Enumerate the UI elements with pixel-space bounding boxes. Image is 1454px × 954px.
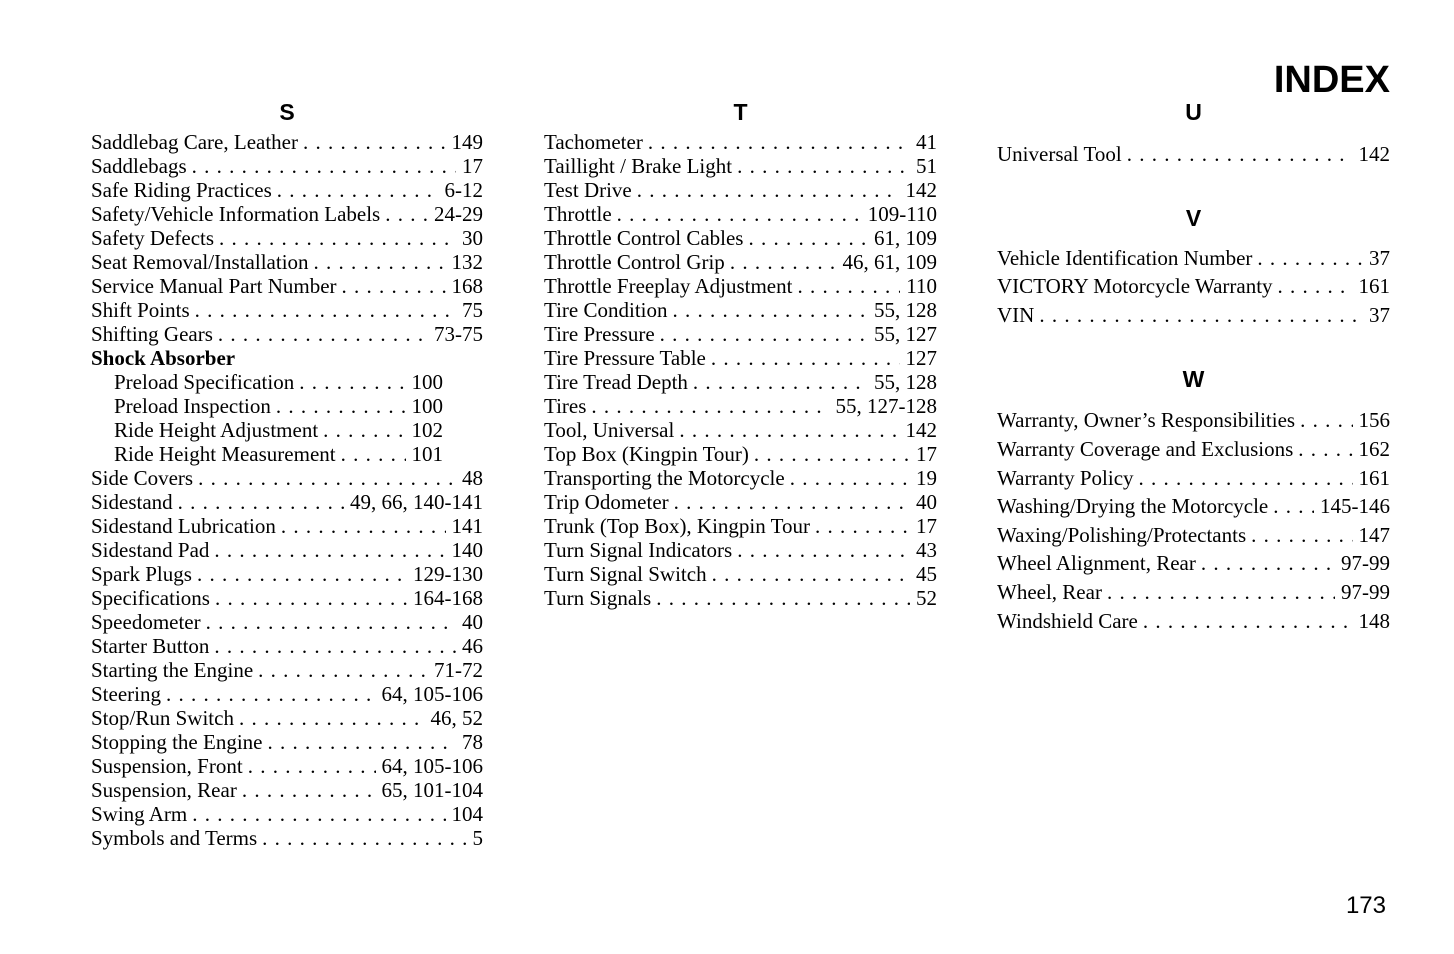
dot-leader — [1251, 521, 1352, 550]
dot-leader — [192, 802, 445, 826]
index-entry — [544, 418, 937, 442]
entry-term: Wheel Alignment, Rear — [997, 551, 1196, 576]
index-entry — [91, 250, 483, 274]
dot-leader — [1143, 607, 1353, 636]
entry-pages: 149 — [451, 130, 483, 154]
index-entry — [91, 754, 483, 778]
entry-term: Shock Absorber — [91, 346, 236, 370]
dot-leader — [277, 178, 439, 202]
dot-leader — [754, 442, 910, 466]
entry-term: Top Box (Kingpin Tour) — [544, 442, 749, 466]
entry-term: VICTORY Motorcycle Warranty — [997, 274, 1273, 299]
dot-leader — [281, 514, 446, 538]
entry-term: Shifting Gears — [91, 322, 213, 346]
dot-leader — [730, 250, 837, 274]
entry-term: Side Covers — [91, 466, 194, 490]
dot-leader — [617, 202, 862, 226]
index-subentry — [91, 370, 443, 394]
entry-pages: 5 — [472, 826, 483, 850]
index-subentry — [91, 442, 443, 466]
index-column-uvw — [997, 98, 1390, 635]
dot-leader — [1298, 435, 1352, 464]
dot-leader — [1127, 140, 1353, 169]
entry-term: Throttle Control Grip — [544, 250, 725, 274]
dot-leader — [790, 466, 910, 490]
dot-leader — [693, 370, 868, 394]
index-entry — [544, 346, 937, 370]
dot-leader — [737, 154, 910, 178]
section-letter-v: V — [1185, 204, 1202, 231]
index-entry — [91, 466, 483, 490]
index-subheading — [91, 346, 483, 370]
dot-leader — [1257, 244, 1363, 273]
entry-term: Suspension, Front — [91, 754, 243, 778]
entry-term: Shift Points — [91, 298, 190, 322]
index-entry — [91, 730, 483, 754]
index-entry — [91, 274, 483, 298]
index-entry — [544, 298, 937, 322]
dot-leader — [195, 298, 456, 322]
dot-leader — [219, 226, 456, 250]
dot-leader — [323, 418, 405, 442]
index-entry — [544, 490, 937, 514]
index-entry — [91, 538, 483, 562]
entry-term: Tool, Universal — [544, 418, 675, 442]
entry-term: Service Manual Part Number — [91, 274, 337, 298]
entry-list-u — [997, 140, 1390, 169]
entry-pages: 55, 127-128 — [835, 394, 937, 418]
dot-leader — [656, 586, 910, 610]
dot-leader — [262, 826, 466, 850]
dot-leader — [712, 562, 910, 586]
entry-pages: 46, 52 — [430, 706, 483, 730]
index-entry — [544, 274, 937, 298]
entry-pages: 6-12 — [444, 178, 483, 202]
entry-term: Turn Signals — [544, 586, 652, 610]
index-entry — [91, 154, 483, 178]
index-subentry — [91, 418, 443, 442]
dot-leader — [239, 706, 425, 730]
entry-term: Tire Pressure — [544, 322, 655, 346]
entry-pages: 17 — [916, 514, 937, 538]
index-entry — [91, 610, 483, 634]
index-entry — [91, 562, 483, 586]
entry-term: Safe Riding Practices — [91, 178, 272, 202]
index-entry — [91, 634, 483, 658]
entry-term: Test Drive — [544, 178, 632, 202]
index-entry — [91, 490, 483, 514]
dot-leader — [258, 658, 428, 682]
index-entry — [91, 202, 483, 226]
entry-term: Specifications — [91, 586, 210, 610]
dot-leader — [648, 130, 910, 154]
entry-pages: 30 — [462, 226, 483, 250]
entry-term: Tires — [544, 394, 587, 418]
entry-pages: 100 — [411, 394, 443, 418]
index-entry — [544, 250, 937, 274]
dot-leader — [1300, 406, 1352, 435]
entry-term: Preload Inspection — [114, 394, 271, 418]
section-letter-s: S — [279, 99, 295, 125]
entry-term: Ride Height Measurement — [114, 442, 336, 466]
index-entry — [997, 578, 1390, 607]
entry-pages: 156 — [1358, 408, 1390, 433]
dot-leader — [679, 418, 899, 442]
entry-term: Starting the Engine — [91, 658, 254, 682]
dot-leader — [218, 322, 428, 346]
dot-leader — [215, 586, 407, 610]
entry-term: Sidestand — [91, 490, 173, 514]
dot-leader — [214, 538, 445, 562]
index-entry — [544, 586, 937, 610]
dot-leader — [637, 178, 900, 202]
index-entry — [91, 298, 483, 322]
dot-leader — [1201, 549, 1335, 578]
entry-term: Stop/Run Switch — [91, 706, 234, 730]
entry-pages: 110 — [906, 274, 937, 298]
index-entry — [91, 706, 483, 730]
entry-pages: 101 — [411, 442, 443, 466]
entry-term: Speedometer — [91, 610, 201, 634]
entry-pages: 142 — [905, 178, 937, 202]
entry-pages: 52 — [916, 586, 937, 610]
dot-leader — [674, 490, 910, 514]
entry-pages: 140 — [451, 538, 483, 562]
entry-pages: 37 — [1369, 302, 1390, 327]
index-entry — [544, 562, 937, 586]
entry-pages: 97-99 — [1341, 579, 1390, 604]
entry-term: Turn Signal Indicators — [544, 538, 733, 562]
page-title: INDEX — [1273, 59, 1390, 101]
entry-term: Tire Condition — [544, 298, 668, 322]
dot-leader — [299, 370, 405, 394]
dot-leader — [276, 394, 406, 418]
dot-leader — [198, 466, 456, 490]
entry-term: Steering — [91, 682, 161, 706]
index-entry — [91, 130, 483, 154]
entry-term: Saddlebag Care, Leather — [91, 130, 298, 154]
index-entry — [997, 607, 1390, 636]
entry-pages: 102 — [411, 418, 443, 442]
dot-leader — [341, 442, 406, 466]
index-entry — [91, 514, 483, 538]
entry-term: Universal Tool — [997, 142, 1122, 166]
index-entry — [997, 492, 1390, 521]
entry-pages: 40 — [916, 490, 937, 514]
entry-term: Vehicle Identification Number — [997, 245, 1253, 270]
entry-term: Seat Removal/Installation — [91, 250, 309, 274]
dot-leader — [673, 298, 869, 322]
index-entry — [997, 435, 1390, 464]
entry-pages: 55, 128 — [874, 370, 937, 394]
index-entry — [544, 202, 937, 226]
section-letter-w: W — [1182, 366, 1205, 393]
entry-term: Warranty Policy — [997, 465, 1134, 490]
index-entry — [91, 586, 483, 610]
index-entry — [544, 370, 937, 394]
entry-pages: 55, 127 — [874, 322, 937, 346]
index-entry — [91, 802, 483, 826]
index-entry — [91, 682, 483, 706]
entry-pages: 65, 101-104 — [381, 778, 483, 802]
entry-pages: 73-75 — [434, 322, 483, 346]
dot-leader — [248, 754, 376, 778]
entry-pages: 141 — [451, 514, 483, 538]
entry-pages: 61, 109 — [874, 226, 937, 250]
index-entry — [544, 394, 937, 418]
index-entry — [544, 322, 937, 346]
entry-pages: 40 — [462, 610, 483, 634]
dot-leader — [178, 490, 344, 514]
section-letter-t: T — [733, 99, 748, 125]
index-column-t — [544, 98, 937, 610]
entry-term: Taillight / Brake Light — [544, 154, 733, 178]
dot-leader — [385, 202, 428, 226]
entry-term: Trunk (Top Box), Kingpin Tour — [544, 514, 810, 538]
index-entry — [997, 406, 1390, 435]
entry-term: Transporting the Motorcycle — [544, 466, 785, 490]
index-entry — [91, 778, 483, 802]
entry-pages: 129-130 — [413, 562, 483, 586]
entry-term: Safety Defects — [91, 226, 215, 250]
entry-term: Trip Odometer — [544, 490, 669, 514]
index-entry — [997, 549, 1390, 578]
index-entry — [544, 154, 937, 178]
entry-pages: 49, 66, 140-141 — [350, 490, 483, 514]
entry-term: Tachometer — [544, 130, 643, 154]
entry-term: Tire Pressure Table — [544, 346, 706, 370]
entry-term: Warranty Coverage and Exclusions — [997, 436, 1294, 461]
entry-pages: 161 — [1358, 465, 1390, 490]
index-entry — [91, 226, 483, 250]
entry-pages: 46, 61, 109 — [842, 250, 937, 274]
entry-list-s — [91, 130, 483, 850]
dot-leader — [166, 682, 376, 706]
entry-pages: 46 — [462, 634, 483, 658]
index-entry — [997, 140, 1390, 169]
entry-pages: 168 — [451, 274, 483, 298]
entry-pages: 41 — [916, 130, 937, 154]
dot-leader — [1273, 492, 1314, 521]
entry-term: Symbols and Terms — [91, 826, 258, 850]
entry-pages: 43 — [916, 538, 937, 562]
dot-leader — [314, 250, 446, 274]
dot-leader — [206, 610, 456, 634]
entry-term: Warranty, Owner’s Responsibilities — [997, 408, 1296, 433]
index-entry — [997, 464, 1390, 493]
index-entry — [997, 301, 1390, 330]
entry-term: Stopping the Engine — [91, 730, 263, 754]
entry-list-t — [544, 130, 937, 610]
entry-pages: 17 — [462, 154, 483, 178]
index-column-s — [91, 98, 483, 850]
entry-pages: 147 — [1358, 522, 1390, 547]
dot-leader — [797, 274, 900, 298]
index-entry — [91, 658, 483, 682]
dot-leader — [1107, 578, 1335, 607]
entry-pages: 104 — [451, 802, 483, 826]
entry-pages: 142 — [1358, 142, 1390, 166]
index-entry — [544, 514, 937, 538]
entry-term: Ride Height Adjustment — [114, 418, 319, 442]
entry-pages: 132 — [451, 250, 483, 274]
index-entry — [997, 244, 1390, 273]
entry-term: Wheel, Rear — [997, 579, 1102, 604]
entry-term: Throttle — [544, 202, 612, 226]
entry-term: Washing/Drying the Motorcycle — [997, 494, 1269, 519]
entry-pages: 64, 105-106 — [381, 754, 483, 778]
entry-term: Waxing/Polishing/Protectants — [997, 522, 1247, 547]
dot-leader — [815, 514, 910, 538]
entry-pages: 127 — [905, 346, 937, 370]
entry-term: Tire Tread Depth — [544, 370, 688, 394]
dot-leader — [660, 322, 868, 346]
entry-pages: 48 — [462, 466, 483, 490]
entry-pages: 142 — [905, 418, 937, 442]
entry-pages: 24-29 — [434, 202, 483, 226]
entry-pages: 75 — [462, 298, 483, 322]
index-subentry — [91, 394, 443, 418]
entry-pages: 97-99 — [1341, 551, 1390, 576]
entry-term: Saddlebags — [91, 154, 187, 178]
index-entry — [544, 130, 937, 154]
index-entry — [91, 178, 483, 202]
entry-list-v — [997, 244, 1390, 330]
entry-term: Throttle Freeplay Adjustment — [544, 274, 793, 298]
entry-pages: 19 — [916, 466, 937, 490]
entry-term: Throttle Control Cables — [544, 226, 744, 250]
entry-term: Preload Specification — [114, 370, 295, 394]
entry-pages: 45 — [916, 562, 937, 586]
index-entry — [544, 538, 937, 562]
entry-pages: 145-146 — [1320, 494, 1390, 519]
entry-pages: 164-168 — [413, 586, 483, 610]
dot-leader — [1039, 301, 1363, 330]
index-entry — [91, 826, 483, 850]
dot-leader — [303, 130, 446, 154]
index-entry — [544, 226, 937, 250]
entry-pages: 161 — [1358, 274, 1390, 299]
entry-pages: 100 — [411, 370, 443, 394]
dot-leader — [192, 154, 456, 178]
dot-leader — [197, 562, 407, 586]
dot-leader — [1278, 272, 1353, 301]
entry-pages: 37 — [1369, 245, 1390, 270]
entry-term: Windshield Care — [997, 608, 1138, 633]
entry-term: Swing Arm — [91, 802, 188, 826]
dot-leader — [268, 730, 457, 754]
entry-term: Spark Plugs — [91, 562, 192, 586]
index-entry — [544, 466, 937, 490]
section-letter-u: U — [1185, 99, 1202, 125]
index-entry — [997, 272, 1390, 301]
entry-term: Sidestand Lubrication — [91, 514, 276, 538]
entry-pages: 109-110 — [867, 202, 937, 226]
dot-leader — [711, 346, 900, 370]
dot-leader — [342, 274, 446, 298]
entry-term: VIN — [997, 302, 1035, 327]
entry-pages: 17 — [916, 442, 937, 466]
index-entry — [544, 178, 937, 202]
entry-pages: 148 — [1358, 608, 1390, 633]
entry-term: Starter Button — [91, 634, 210, 658]
entry-term: Turn Signal Switch — [544, 562, 707, 586]
entry-term: Safety/Vehicle Information Labels — [91, 202, 381, 226]
dot-leader — [591, 394, 829, 418]
entry-pages: 162 — [1358, 436, 1390, 461]
dot-leader — [214, 634, 456, 658]
index-entry — [544, 442, 937, 466]
entry-list-w — [997, 406, 1390, 635]
dot-leader — [242, 778, 376, 802]
entry-term: Suspension, Rear — [91, 778, 237, 802]
entry-pages: 51 — [916, 154, 937, 178]
entry-pages: 64, 105-106 — [381, 682, 483, 706]
index-entry — [91, 322, 483, 346]
entry-pages: 55, 128 — [874, 298, 937, 322]
dot-leader — [748, 226, 868, 250]
index-entry — [997, 521, 1390, 550]
entry-pages: 78 — [462, 730, 483, 754]
dot-leader — [1139, 464, 1353, 493]
entry-term: Sidestand Pad — [91, 538, 210, 562]
page-number: 173 — [1345, 892, 1386, 919]
entry-pages: 71-72 — [434, 658, 483, 682]
dot-leader — [737, 538, 910, 562]
